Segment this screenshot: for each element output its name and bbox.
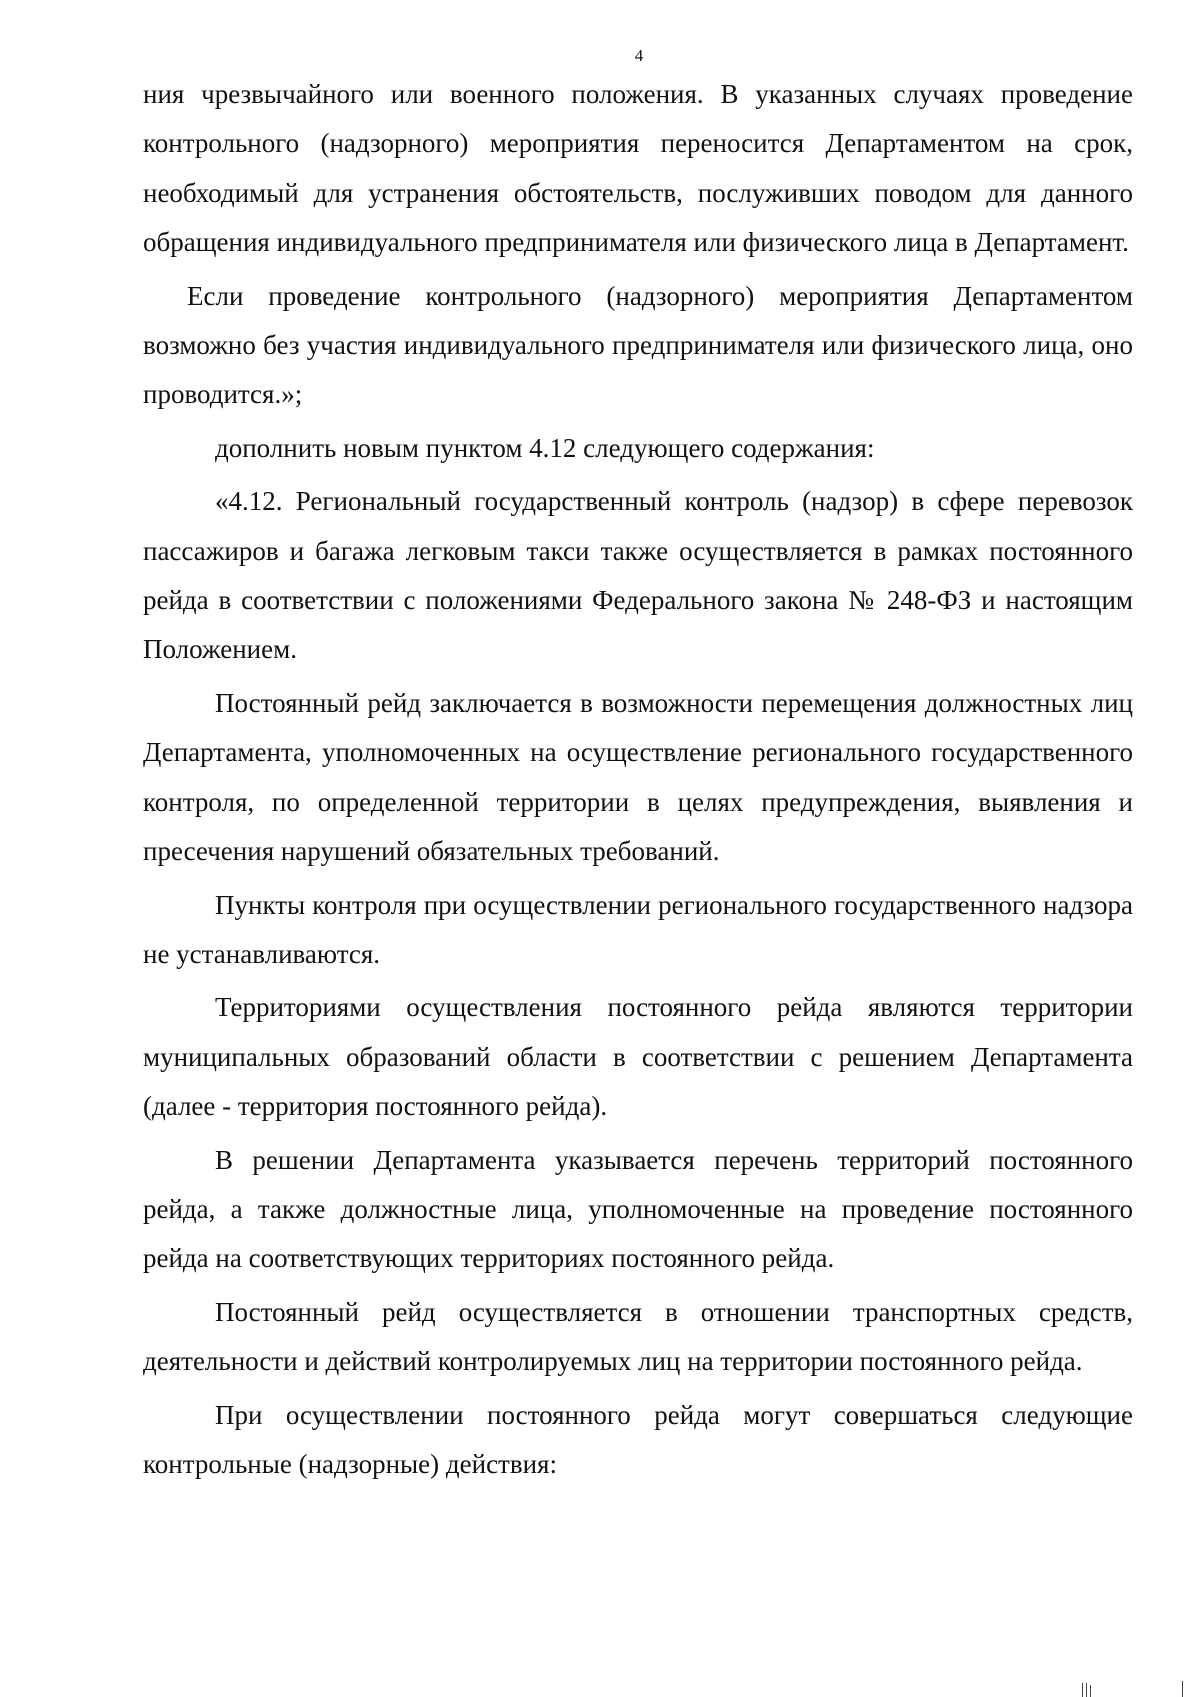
- paragraph: При осуществлении постоянного рейда могут совершаться следующие контрольные (надзорные) действия:: [143, 1399, 1133, 1479]
- paragraph-continuation: ния чрезвычайного или военного положения. В указанных случаях проведение контрольного (надзорного) мероприятия переносится Департаментом на срок, необходимый для устранения обстоятельств, послуживших поводом для данного обращения индивидуального предпринимателя или физического лица в Департамент.: [143, 79, 1133, 258]
- paragraph: дополнить новым пунктом 4.12 следующего содержания:: [215, 432, 875, 463]
- paragraph: «4.12. Региональный государственный контроль (надзор) в сфере перевозок пассажиров и багажа легковым такси также осуществляется в рамках постоянного рейда в соответствии с положениями Федерального закона № 248-ФЗ и настоящим Положением.: [143, 486, 1133, 665]
- paragraph: Территориями осуществления постоянного рейда являются территории муниципальных образований области в соответствии с решением Департамента (далее - территория постоянного рейда).: [143, 992, 1133, 1122]
- scan-artifact-marks: [1082, 1681, 1192, 1697]
- paragraph: Пункты контроля при осуществлении регионального государственного надзора не устанавливаются.: [143, 889, 1133, 969]
- page-number: 4: [634, 46, 644, 65]
- paragraph: Постоянный рейд осуществляется в отношении транспортных средств, деятельности и действий контролируемых лиц на территории постоянного рейда.: [143, 1296, 1133, 1377]
- paragraph: В решении Департамента указывается перечень территорий постоянного рейда, а также должностные лица, уполномоченные на проведение постоянного рейда на соответствующих территориях постоянного рейда.: [143, 1144, 1133, 1274]
- paragraph: Постоянный рейд заключается в возможности перемещения должностных лиц Департамента, уполномоченных на осуществление регионального государственного контроля, по определенной территории в целях предупреждения, выявления и пресечения нарушений обязательных требований.: [143, 687, 1133, 867]
- document-body: [143, 70, 1133, 1489]
- paragraph: Если проведение контрольного (надзорного) мероприятия Департаментом возможно без участия индивидуального предпринимателя или физического лица, оно проводится.»;: [143, 280, 1133, 410]
